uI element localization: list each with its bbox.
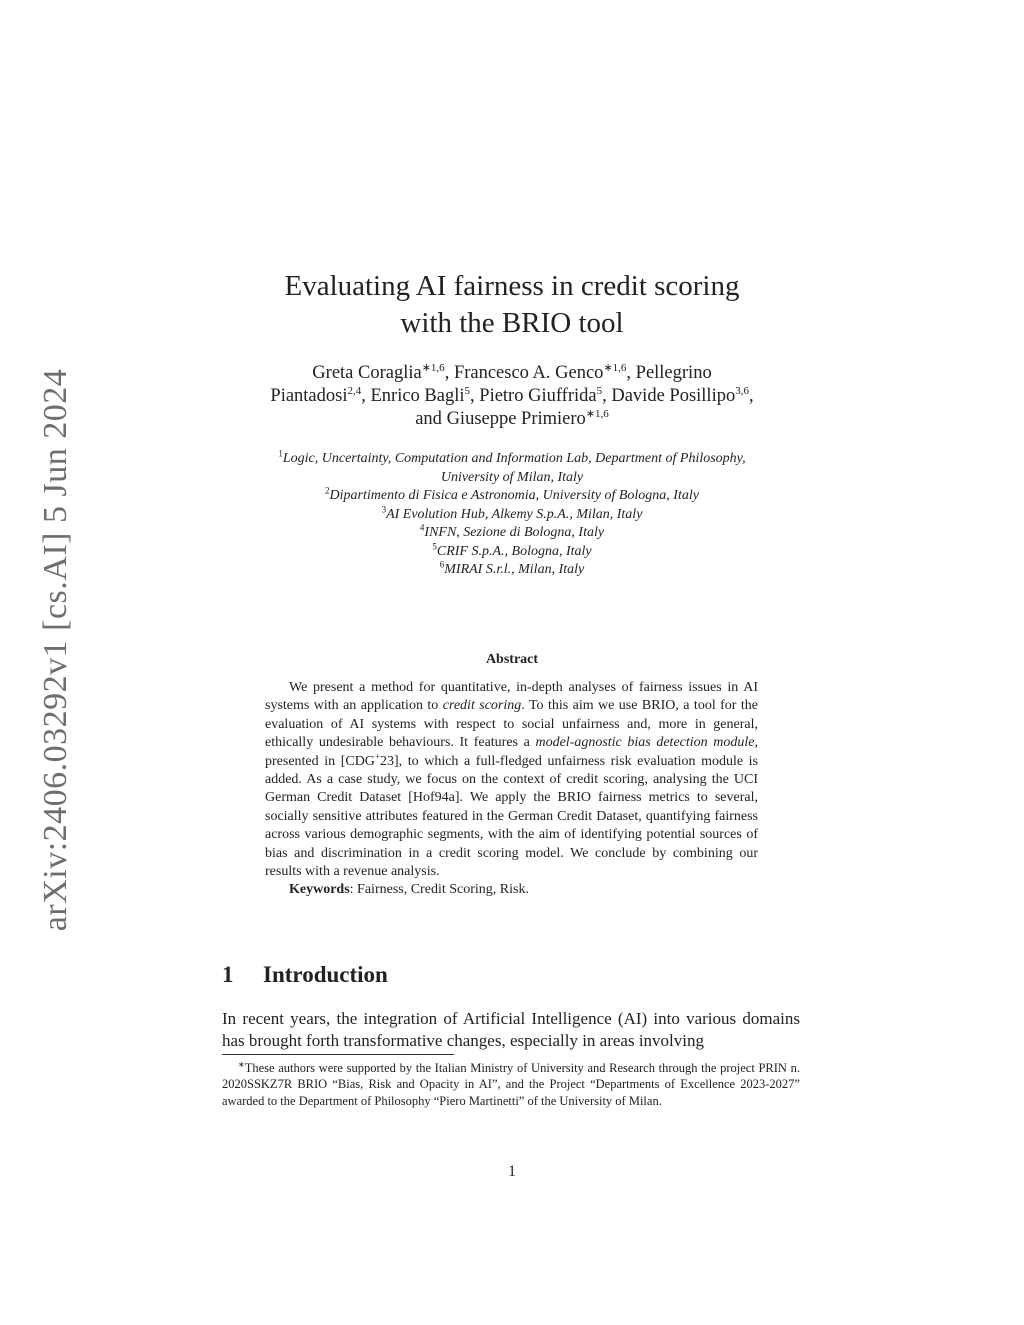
abstract-body xyxy=(265,679,758,900)
author-sep: , xyxy=(361,386,371,406)
affiliation-item xyxy=(0,524,1024,543)
author-sep: , xyxy=(444,363,454,383)
author-list xyxy=(0,362,1024,431)
page-number: 1 xyxy=(508,1163,516,1180)
arxiv-identifier: arXiv:2406.03292v1 [cs.AI] 5 Jun 2024 xyxy=(37,368,74,932)
affiliation-text: INFN, Sezione di Bologna, Italy xyxy=(424,525,605,540)
author-affil-sup: ∗1,6 xyxy=(603,361,627,374)
section-number: 1 xyxy=(222,962,234,987)
section-title: Introduction xyxy=(263,962,388,987)
affiliation-num: 6 xyxy=(439,559,445,570)
author-affil-sup: ∗1,6 xyxy=(421,361,445,374)
footnote-divider xyxy=(222,1054,454,1055)
affiliation-text: AI Evolution Hub, Alkemy S.p.A., Milan, Italy xyxy=(386,506,643,522)
abstract-heading: Abstract xyxy=(485,652,539,667)
author-name: Piantadosi xyxy=(270,386,348,406)
affiliation-text: MIRAI S.r.l., Milan, Italy xyxy=(444,562,585,577)
author-affil-sup: 3,6 xyxy=(735,384,749,397)
affiliation-num: 3 xyxy=(381,503,387,514)
affiliation-num: 4 xyxy=(419,522,425,533)
affiliation-text: CRIF S.p.A., Bologna, Italy xyxy=(436,543,592,559)
footnote-mark: ∗ xyxy=(238,1059,245,1069)
author-sep: , Pellegrino xyxy=(626,363,712,383)
author-line-1 xyxy=(0,362,1024,385)
abstract-paragraph xyxy=(265,679,758,881)
citation-sup: + xyxy=(374,750,380,761)
affiliation-num: 1 xyxy=(278,448,283,459)
keywords-label: Keywords xyxy=(289,882,350,898)
author-line-2 xyxy=(0,385,1024,408)
keywords-text: : Fairness, Credit Scoring, Risk. xyxy=(349,882,529,898)
keywords xyxy=(265,881,758,899)
author-affil-sup: ∗1,6 xyxy=(585,407,609,420)
abstract-text: 23], to which a full-fledged unfairness risk evaluation module is added. As a case study, we focus on the context of credit scoring, analysing the UCI German Credit Dataset [Hof94a]. We apply the BRIO fairness metrics to several, socially sensitive attributes featured in the German Credit Dataset, quantifying fairness across various demographic segments, with the aim of identifying potential sources of bias and discrimination in a credit scoring model. We conclude by combining our results with a revenue analysis. xyxy=(265,753,758,880)
abstract-emphasis: credit scoring xyxy=(442,698,522,714)
author-name: Francesco A. Genco xyxy=(453,363,604,383)
author-sep: , xyxy=(602,386,612,406)
footnote-text: These authors were supported by the Italian Ministry of University and Research through the project PRIN n. 2020SSKZ7R BRIO “Bias, Risk and Opacity in AI”, and the Project “Departments of Excellence 2023-2027” awarded to the Department of Philosophy “Piero Martinetti” of the University of Milan. xyxy=(222,1061,800,1108)
author-name: Pietro Giuffrida xyxy=(479,386,597,406)
abstract-emphasis: model-agnostic bias detection module xyxy=(535,735,755,751)
affiliation-item xyxy=(0,450,1024,469)
affiliation-text: Logic, Uncertainty, Computation and Information Lab, Department of Philosophy, xyxy=(282,451,746,466)
title-line-1: Evaluating AI fairness in credit scoring xyxy=(284,270,740,302)
affiliation-item xyxy=(0,561,1024,580)
affiliation-item xyxy=(0,503,1024,525)
author-affil-sup: 5 xyxy=(596,384,603,397)
footnote xyxy=(222,1060,800,1109)
affiliation-item-cont: University of Milan, Italy xyxy=(440,469,584,485)
affiliation-list xyxy=(0,450,1024,580)
paper-title xyxy=(0,268,1024,342)
affiliation-num: 5 xyxy=(432,540,437,551)
title-line-2: with the BRIO tool xyxy=(400,307,624,339)
author-prefix: and xyxy=(415,409,447,429)
author-sep: , xyxy=(470,386,480,406)
author-sep: , xyxy=(748,386,754,406)
author-name: Davide Posillipo xyxy=(611,386,736,406)
affiliation-num: 2 xyxy=(325,485,330,496)
section-heading xyxy=(222,962,388,988)
author-affil-sup: 5 xyxy=(464,384,471,397)
author-name: Giuseppe Primiero xyxy=(446,409,586,429)
author-line-3 xyxy=(0,408,1024,431)
abstract-text: . To this aim we use BRIO, a tool for the evaluation of AI systems with respect to social unfairness and, more in general, ethically undesirable behaviours. It features a xyxy=(265,698,759,751)
author-name: Greta Coraglia xyxy=(312,363,422,383)
abstract-text: , presented in [CDG xyxy=(265,735,758,769)
abstract-text: We present a method for quantitative, in-depth analyses of fairness issues in AI systems with an application to xyxy=(265,680,758,714)
author-affil-sup: 2,4 xyxy=(347,384,362,397)
affiliation-item xyxy=(0,487,1024,506)
intro-paragraph: In recent years, the integration of Artificial Intelligence (AI) into various domains has brought forth transformative changes, especially in areas involving xyxy=(222,1009,800,1050)
affiliation-text: Dipartimento di Fisica e Astronomia, University of Bologna, Italy xyxy=(329,488,699,503)
author-name: Enrico Bagli xyxy=(370,386,465,406)
affiliation-item xyxy=(0,540,1024,562)
